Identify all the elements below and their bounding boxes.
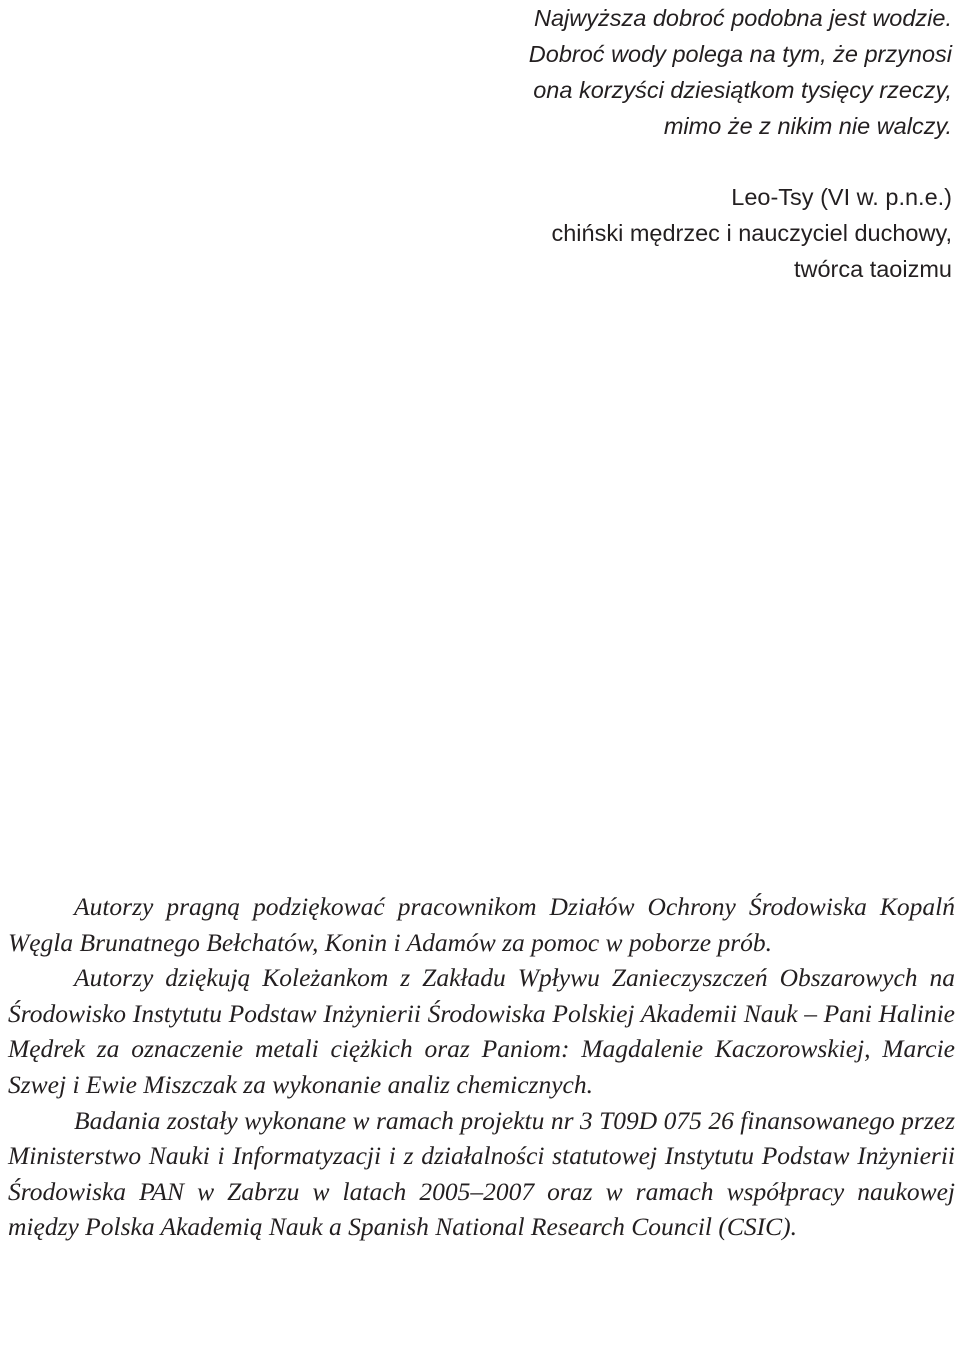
acknowledgement-paragraph: Autorzy pragną podziękować pracownikom Działów Ochrony Środowiska Kopalń Węgla Brunatnego Bełchatów, Konin i Adamów za pomoc w poborze prób. — [8, 892, 955, 957]
epigraph-quote-line: Najwyższa dobroć podobna jest wodzie. — [533, 5, 952, 31]
epigraph-attribution-line: Leo-Tsy (VI w. p.n.e.) — [731, 184, 952, 210]
epigraph-quote-line: Dobroć wody polega na tym, że przynosi — [528, 41, 952, 67]
acknowledgement-paragraph: Badania zostały wykonane w ramach projektu nr 3 T09D 075 26 finansowanego przez Ministerstwo Nauki i Informatyzacji i z działalności statutowej Instytutu Podstaw Inżynierii Środowiska PAN w Zabrzu w latach 2005–2007 oraz w ramach współpracy naukowej między Polska Akademią Nauk a Spanish National Research Council (CSIC). — [8, 1105, 955, 1242]
epigraph-quote-line: mimo że z nikim nie walczy. — [663, 113, 952, 139]
epigraph-attribution-line: chiński mędrzec i nauczyciel duchowy, — [551, 220, 952, 246]
acknowledgement-paragraph: Autorzy dziękują Koleżankom z Zakładu Wpływu Zanieczyszczeń Obszarowych na Środowisko Instytutu Podstaw Inżynierii Środowiska Polskiej Akademii Nauk – Pani Halinie Mędrek za oznaczenie metali ciężkich oraz Paniom: Magdalenie Kaczorowskiej, Marcie Szwej i Ewie Miszczak za wykonanie analiz chemicznych. — [8, 963, 955, 1099]
epigraph-spacer — [332, 144, 952, 179]
epigraph — [332, 0, 952, 287]
epigraph-quote-line: ona korzyści dziesiątkom tysięcy rzeczy, — [533, 77, 952, 103]
epigraph-attribution-line: twórca taoizmu — [793, 256, 952, 282]
acknowledgements — [8, 889, 955, 1245]
